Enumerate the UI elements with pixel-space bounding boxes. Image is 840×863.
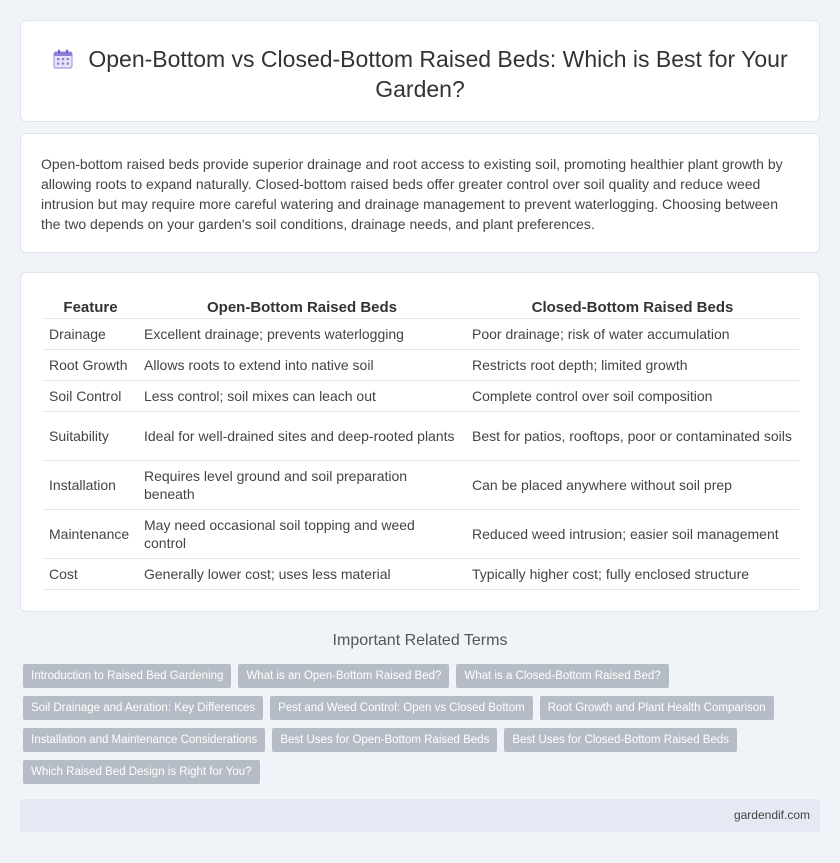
closed-bottom-cell: Can be placed anywhere without soil prep	[466, 461, 799, 510]
related-tag[interactable]: Introduction to Raised Bed Gardening	[23, 664, 231, 688]
tag-row	[23, 728, 823, 752]
feature-cell: Soil Control	[43, 381, 138, 412]
closed-bottom-cell: Complete control over soil composition	[466, 381, 799, 412]
feature-cell: Cost	[43, 559, 138, 590]
related-tag[interactable]: What is a Closed-Bottom Raised Bed?	[456, 664, 668, 688]
table-header-row	[43, 295, 799, 319]
open-bottom-cell: Less control; soil mixes can leach out	[138, 381, 466, 412]
column-header-closed-bottom: Closed-Bottom Raised Beds	[466, 295, 799, 319]
open-bottom-cell: Allows roots to extend into native soil	[138, 350, 466, 381]
page-title-wrap	[21, 44, 819, 104]
closed-bottom-cell: Typically higher cost; fully enclosed structure	[466, 559, 799, 590]
feature-cell: Maintenance	[43, 510, 138, 559]
related-tag[interactable]: Which Raised Bed Design is Right for You?	[23, 760, 260, 784]
header-card	[20, 20, 820, 122]
open-bottom-cell: Excellent drainage; prevents waterlogging	[138, 319, 466, 350]
intro-card	[20, 133, 820, 253]
comparison-card	[20, 272, 820, 612]
page-title: Open-Bottom vs Closed-Bottom Raised Beds: Which is Best for Your Garden?	[88, 46, 788, 102]
column-header-open-bottom: Open-Bottom Raised Beds	[138, 295, 466, 319]
tag-row	[23, 696, 823, 720]
related-tag[interactable]: Installation and Maintenance Considerations	[23, 728, 265, 752]
footer	[20, 799, 820, 832]
related-tag[interactable]: Pest and Weed Control: Open vs Closed Bottom	[270, 696, 533, 720]
open-bottom-cell: Requires level ground and soil preparation beneath	[138, 461, 466, 510]
table-row	[43, 381, 799, 412]
related-tag[interactable]: Soil Drainage and Aeration: Key Differences	[23, 696, 263, 720]
open-bottom-cell: Ideal for well-drained sites and deep-rooted plants	[138, 412, 466, 461]
related-tag[interactable]: Root Growth and Plant Health Comparison	[540, 696, 774, 720]
comparison-table	[43, 295, 799, 590]
site-name[interactable]: gardendif.com	[733, 808, 810, 822]
tag-row	[23, 664, 823, 688]
feature-cell: Drainage	[43, 319, 138, 350]
closed-bottom-cell: Reduced weed intrusion; easier soil management	[466, 510, 799, 559]
feature-cell: Installation	[43, 461, 138, 510]
related-terms-list	[23, 664, 823, 792]
open-bottom-cell: May need occasional soil topping and weed control	[138, 510, 466, 559]
table-row	[43, 350, 799, 381]
column-header-feature: Feature	[43, 295, 138, 319]
open-bottom-cell: Generally lower cost; uses less material	[138, 559, 466, 590]
table-row	[43, 461, 799, 510]
tag-row	[23, 760, 823, 784]
related-tag[interactable]: What is an Open-Bottom Raised Bed?	[238, 664, 449, 688]
related-tag[interactable]: Best Uses for Open-Bottom Raised Beds	[272, 728, 497, 752]
related-tag[interactable]: Best Uses for Closed-Bottom Raised Beds	[504, 728, 737, 752]
table-row	[43, 510, 799, 559]
calendar-icon	[52, 48, 74, 70]
table-row	[43, 412, 799, 461]
table-row	[43, 559, 799, 590]
closed-bottom-cell: Poor drainage; risk of water accumulation	[466, 319, 799, 350]
closed-bottom-cell: Best for patios, rooftops, poor or contaminated soils	[466, 412, 799, 461]
intro-text: Open-bottom raised beds provide superior drainage and root access to existing soil, promoting healthier plant growth by allowing roots to expand naturally. Closed-bottom raised beds offer greater control over soil quality and reduce weed intrusion but may require more careful watering and drainage management to prevent waterlogging. Choosing between the two depends on your garden's soil conditions, drainage needs, and plant preferences.	[41, 156, 783, 232]
closed-bottom-cell: Restricts root depth; limited growth	[466, 350, 799, 381]
related-terms-heading: Important Related Terms	[332, 632, 508, 649]
table-row	[43, 319, 799, 350]
feature-cell: Root Growth	[43, 350, 138, 381]
feature-cell: Suitability	[43, 412, 138, 461]
